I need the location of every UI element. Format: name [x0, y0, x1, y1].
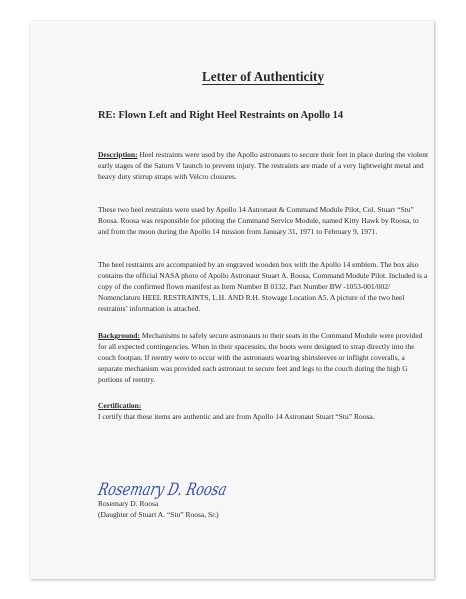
description-text: Heel restraints were used by the Apollo astronauts to secure their feet in place during the violent early stages of the Saturn V launch to prevent injury. The restraints are made of a very lightweight metal and heavy duty stirrup straps with Velcro closures. — [98, 150, 429, 181]
certification-section — [98, 401, 430, 423]
signature-script: Rosemary D. Roosa — [96, 480, 268, 500]
signatory-block — [98, 499, 219, 520]
signatory-relation: (Daughter of Stuart A. “Stu” Roosa, Sr.) — [98, 509, 219, 519]
subject-line: RE: Flown Left and Right Heel Restraints on Apollo 14 — [98, 110, 344, 121]
signatory-name: Rosemary D. Roosa — [98, 499, 159, 508]
description-label: Description: — [98, 150, 138, 159]
certification-label: Certification: — [98, 401, 142, 410]
background-label: Background: — [98, 331, 140, 340]
roosa-paragraph-text: These two heel restraints were used by Apollo 14 Astronaut & Command Module Pilot, Col. Stuart “Stu” Roosa. Roosa was responsible for piloting the Command Service Module, named Kitty Hawk by Roosa, to and from the moon during the Apollo 14 mission from January 31, 1971 to February 9, 1971. — [98, 205, 419, 236]
letter-title-text: Letter of Authenticity — [201, 69, 325, 84]
letter-title — [98, 69, 428, 85]
background-text: Mechanisms to safely secure astronauts to their seats in the Command Module were provided for all expected contingencies. When in their spacesuits, the boots were designed to strap directly into the couch footpan. If reentry were to occur with the astronauts wearing shirtsleeves or inflight coveralls, a separate mechanism was provided each astronaut to secure feet and legs to the couch during the high G portions of reentry. — [98, 331, 423, 384]
roosa-paragraph — [98, 205, 430, 238]
description-section — [98, 150, 430, 183]
certification-text: I certify that these items are authentic and are from Apollo 14 Astronaut Stuart “Stu” Roosa. — [98, 411, 375, 421]
box-contents-text: The heel restraints are accompanied by an engraved wooden box with the Apollo 14 emblem. The box also contains the official NASA photo of Apollo Astronaut Stuart A. Roosa, Command Module Pilot. Included is a copy of the confirmed flown manifest as Item Number B 0132, Part Number BW -1053-001/002/ Nomenclature HEEL RESTRAINTS, L.H. AND R.H. Stowage Location A5. A picture of the two heel restraints’ information is attached. — [98, 260, 428, 313]
box-contents-paragraph — [98, 260, 430, 315]
background-section — [98, 331, 430, 386]
letter-page — [30, 21, 434, 579]
